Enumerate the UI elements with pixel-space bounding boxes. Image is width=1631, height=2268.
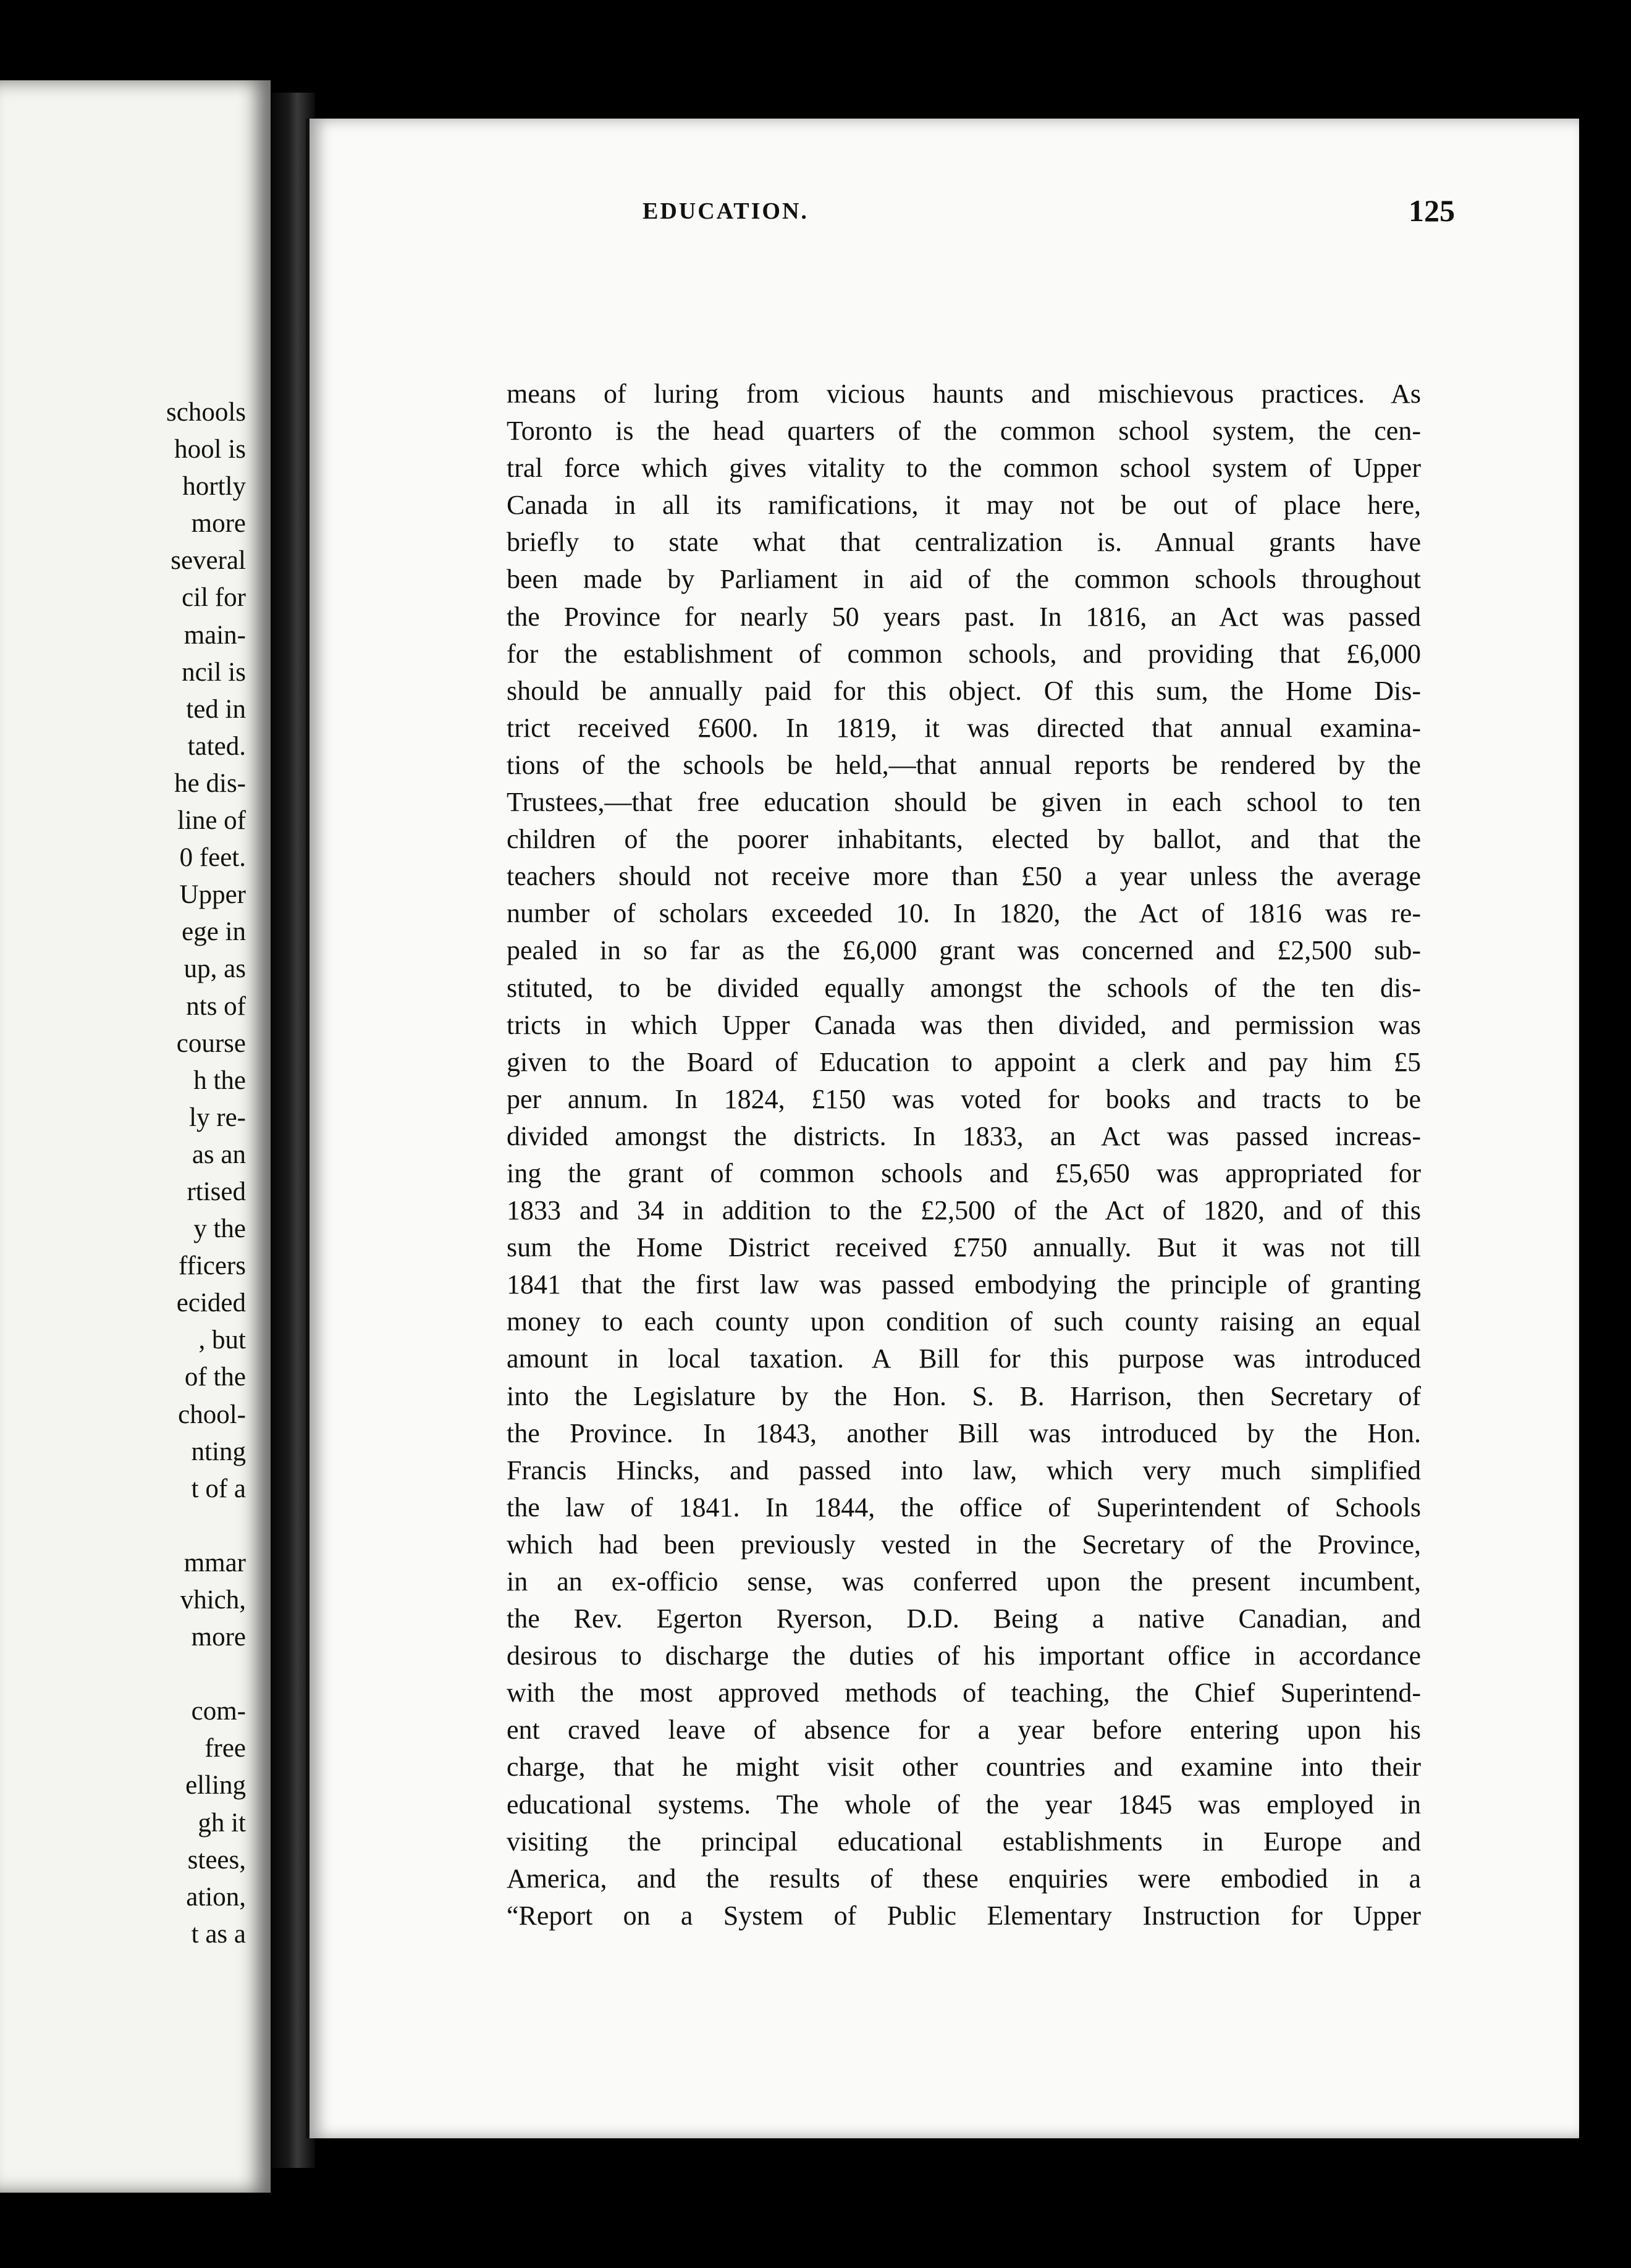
- text-line: 1833 and 34 in addition to the £2,500 of the Act of 1820, and of this: [507, 1195, 1421, 1226]
- text-line: into the Legislature by the Hon. S. B. Harrison, then Secretary of: [507, 1380, 1421, 1411]
- fragment-line: nts of: [186, 991, 246, 1021]
- fragment-line: t of a: [191, 1474, 246, 1503]
- body-text: [507, 376, 1421, 1934]
- text-line: the Province for nearly 50 years past. In 1816, an Act was passed: [507, 601, 1421, 632]
- fragment-line: nting: [191, 1437, 246, 1466]
- text-line: Trustees,—that free education should be given in each school to ten: [507, 787, 1421, 818]
- text-line: educational systems. The whole of the year 1845 was employed in: [507, 1789, 1421, 1820]
- fragment-line: he dis-: [174, 768, 246, 798]
- text-line: means of luring from vicious haunts and mischievous practices. As: [507, 379, 1421, 409]
- fragment-line: y the: [193, 1214, 246, 1244]
- text-line: the Rev. Egerton Ryerson, D.D. Being a native Canadian, and: [507, 1603, 1421, 1634]
- fragment-line: elling: [185, 1771, 246, 1800]
- fragment-line: ege in: [182, 917, 246, 947]
- fragment-line: t as a: [191, 1919, 246, 1949]
- fragment-line: ncil is: [182, 657, 246, 687]
- fragment-line: cil for: [182, 583, 246, 613]
- text-line: money to each county upon condition of such county raising an equal: [507, 1306, 1421, 1337]
- fragment-line: main-: [183, 620, 246, 650]
- text-line: Francis Hincks, and passed into law, which very much simplified: [507, 1455, 1421, 1485]
- fragment-line: of the: [184, 1363, 246, 1392]
- fragment-line: chool-: [178, 1400, 246, 1429]
- text-line: children of the poorer inhabitants, elected by ballot, and that the: [507, 824, 1421, 855]
- fragment-line: ly re-: [189, 1102, 246, 1132]
- running-head: [210, 193, 1455, 236]
- fragment-line: com-: [191, 1697, 246, 1726]
- text-line: should be annually paid for this object. Of this sum, the Home Dis-: [507, 675, 1421, 706]
- text-line: the Province. In 1843, another Bill was introduced by the Hon.: [507, 1418, 1421, 1448]
- text-line: Toronto is the head quarters of the common school system, the cen-: [507, 416, 1421, 447]
- text-line: per annum. In 1824, £150 was voted for books and tracts to be: [507, 1083, 1421, 1114]
- text-line: in an ex-officio sense, was conferred upon the present incumbent,: [507, 1566, 1421, 1597]
- text-line: ent craved leave of absence for a year before entering upon his: [507, 1715, 1421, 1745]
- text-line: sum the Home District received £750 annually. But it was not till: [507, 1232, 1421, 1263]
- fragment-line: ted in: [186, 694, 246, 724]
- text-line: given to the Board of Education to appoint a clerk and pay him £5: [507, 1046, 1421, 1077]
- fragment-line: tated.: [187, 731, 246, 761]
- fragment-line: as an: [192, 1140, 246, 1169]
- fragment-line: , but: [198, 1325, 246, 1355]
- text-line: charge, that he might visit other countries and examine into their: [507, 1752, 1421, 1783]
- fragment-line: h the: [193, 1065, 246, 1095]
- fragment-line: gh it: [198, 1808, 246, 1838]
- fragment-line: ation,: [186, 1882, 246, 1912]
- fragment-line: course: [176, 1028, 246, 1058]
- fragment-line: hool is: [174, 435, 246, 464]
- text-line: ing the grant of common schools and £5,650 was appropriated for: [507, 1157, 1421, 1188]
- text-line: briefly to state what that centralization is. Annual grants have: [507, 527, 1421, 558]
- text-line: for the establishment of common schools, and providing that £6,000: [507, 638, 1421, 669]
- fragment-line: rtised: [187, 1177, 246, 1206]
- fragment-gap: [23, 1508, 246, 1545]
- text-line: stituted, to be divided equally amongst the schools of the ten dis-: [507, 972, 1421, 1003]
- text-line: divided amongst the districts. In 1833, an Act was passed increas-: [507, 1120, 1421, 1151]
- fragment-line: Upper: [179, 880, 246, 910]
- previous-page-edge: [0, 80, 271, 2193]
- text-line: teachers should not receive more than £50 a year unless the average: [507, 861, 1421, 892]
- fragment-line: schools: [166, 398, 246, 427]
- text-line: desirous to discharge the duties of his important office in accordance: [507, 1640, 1421, 1671]
- text-line: with the most approved methods of teaching, the Chief Superintend-: [507, 1678, 1421, 1708]
- text-line: number of scholars exceeded 10. In 1820, the Act of 1816 was re-: [507, 898, 1421, 929]
- fragment-line: ecided: [176, 1288, 246, 1318]
- fragment-line: mmar: [183, 1548, 246, 1577]
- page-number: 125: [1409, 193, 1455, 228]
- text-line: America, and the results of these enquiries were embodied in a: [507, 1863, 1421, 1894]
- fragment-line: 0 feet.: [179, 843, 246, 873]
- text-line: “Report on a System of Public Elementary Instruction for Upper: [507, 1900, 1421, 1931]
- text-line: which had been previously vested in the Secretary of the Province,: [507, 1529, 1421, 1560]
- fragment-line: more: [191, 509, 246, 539]
- text-line: amount in local taxation. A Bill for this purpose was introduced: [507, 1343, 1421, 1374]
- text-line: pealed in so far as the £6,000 grant was concerned and £2,500 sub-: [507, 935, 1421, 966]
- text-line: been made by Parliament in aid of the common schools throughout: [507, 564, 1421, 595]
- text-line: 1841 that the first law was passed embodying the principle of granting: [507, 1269, 1421, 1300]
- text-line: the law of 1841. In 1844, the office of Superintendent of Schools: [507, 1492, 1421, 1522]
- fragment-line: free: [204, 1734, 246, 1763]
- fragment-line: several: [171, 546, 246, 576]
- fragment-line: more: [191, 1623, 246, 1652]
- text-line: trict received £600. In 1819, it was directed that annual examina-: [507, 712, 1421, 743]
- fragment-line: fficers: [178, 1251, 246, 1281]
- running-title: EDUCATION.: [643, 198, 809, 224]
- text-line: tricts in which Upper Canada was then divided, and permission was: [507, 1009, 1421, 1040]
- text-line: Canada in all its ramifications, it may not be out of place here,: [507, 490, 1421, 521]
- fragment-line: up, as: [183, 954, 246, 984]
- fragment-line: vhich,: [180, 1586, 246, 1615]
- text-line: visiting the principal educational establishments in Europe and: [507, 1826, 1421, 1857]
- fragment-line: line of: [177, 806, 246, 836]
- previous-page-text-fragments: [23, 394, 246, 1953]
- text-line: tions of the schools be held,—that annual reports be rendered by the: [507, 749, 1421, 780]
- fragment-line: hortly: [182, 472, 246, 502]
- fragment-gap: [23, 1656, 246, 1693]
- text-line: tral force which gives vitality to the common school system of Upper: [507, 453, 1421, 484]
- fragment-line: stees,: [187, 1845, 246, 1875]
